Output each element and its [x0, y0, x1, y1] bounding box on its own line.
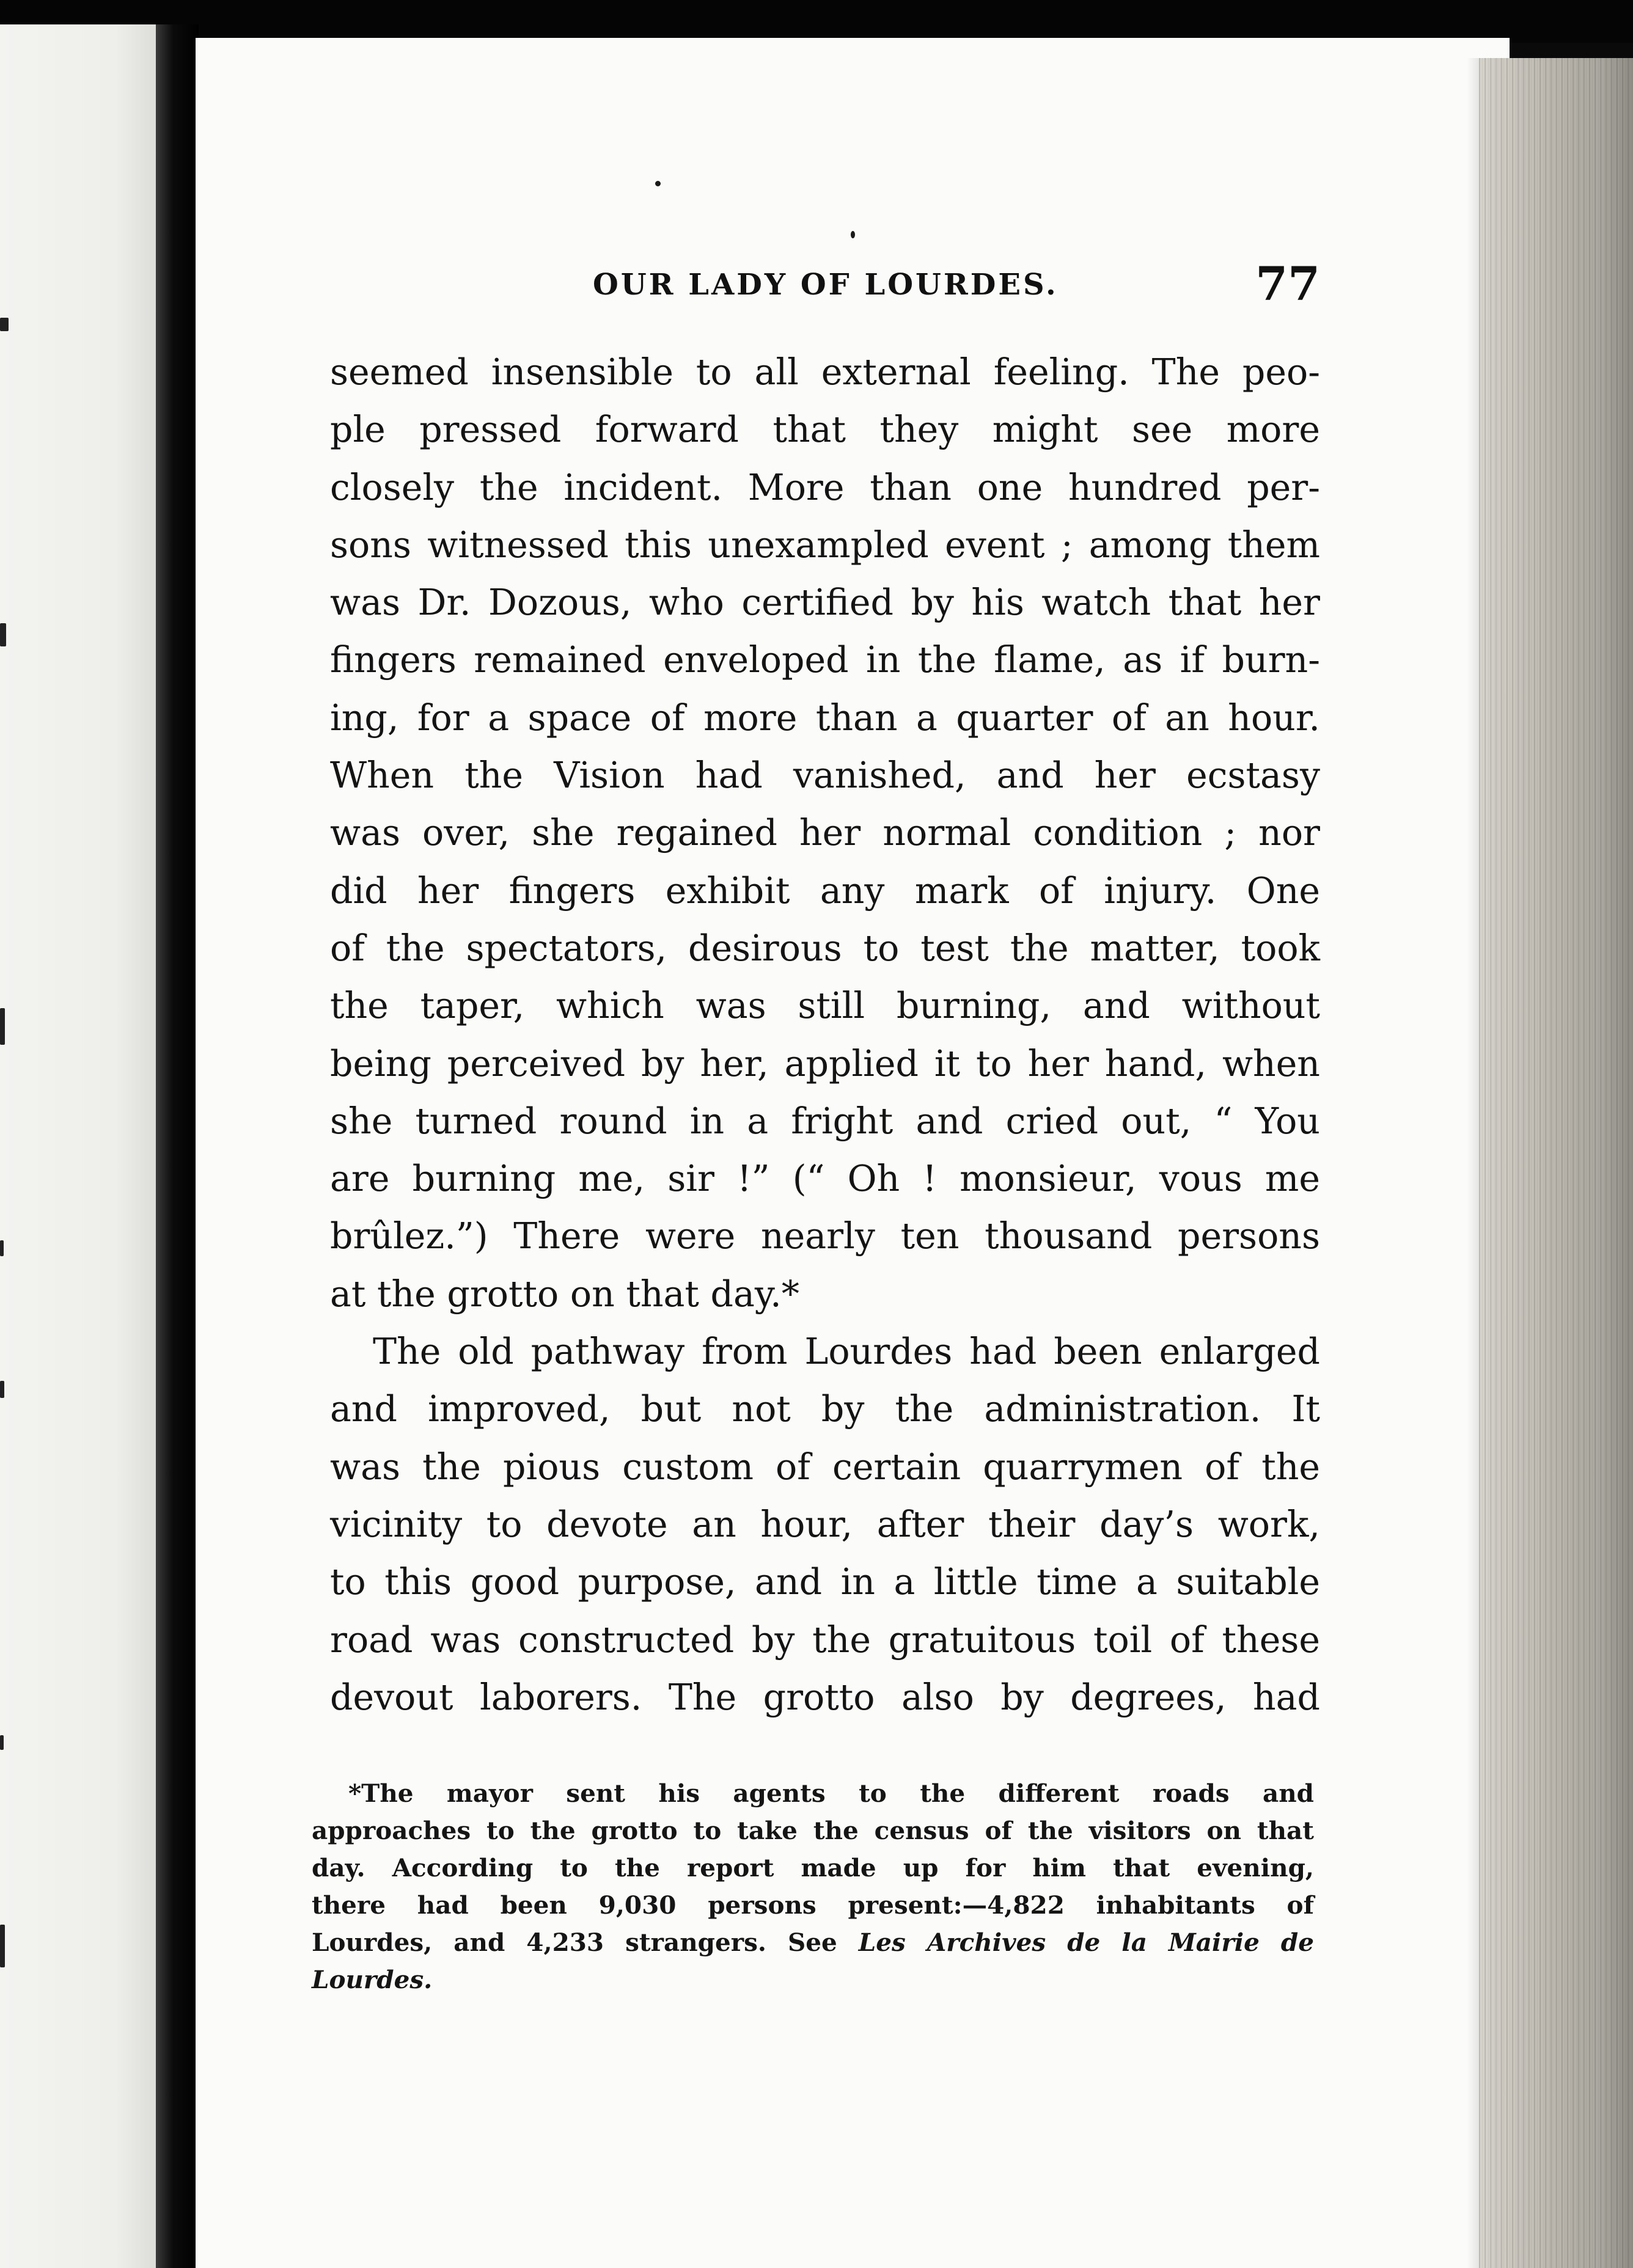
text-line: was the pious custom of certain quarrymen of the [330, 1446, 1320, 1488]
facing-page-mark [0, 1925, 5, 1967]
text-line: closely the incident. More than one hundred per- [330, 466, 1320, 508]
paragraph-first-line: The old pathway from Lourdes had been enlarged [373, 1331, 1320, 1373]
scan-top-border [0, 0, 1633, 43]
facing-page-mark [0, 318, 9, 331]
footnote-citation: Les Archives de la Mairie de [858, 1928, 1314, 1957]
footnote-line: approaches to the grotto to take the census of the visitors on that [312, 1816, 1314, 1845]
text-line: being perceived by her, applied it to her hand, when [330, 1042, 1320, 1085]
text-line: devout laborers. The grotto also by degrees, had [330, 1676, 1320, 1718]
book-gutter [156, 24, 199, 2268]
text-line: did her fingers exhibit any mark of injury. One [330, 869, 1320, 912]
page-number: 77 [1255, 257, 1320, 311]
text-line: ple pressed forward that they might see more [330, 409, 1320, 451]
text-line: to this good purpose, and in a little time a suitable [330, 1561, 1320, 1603]
text-line: road was constructed by the gratuitous toil of these [330, 1619, 1320, 1661]
facing-page-mark [0, 623, 6, 646]
text-line: vicinity to devote an hour, after their day’s work, [330, 1503, 1320, 1545]
facing-page-edge [0, 24, 165, 2268]
text-line: sons witnessed this unexampled event ; among them [330, 524, 1320, 566]
footnote-text: Lourdes, and 4,233 strangers. See [312, 1928, 837, 1957]
footnote-line-with-citation [312, 1924, 1314, 1961]
footnote-line: there had been 9,030 persons present:—4,822 inhabitants of [312, 1890, 1314, 1920]
footnote-line: day. According to the report made up for him that evening, [312, 1853, 1314, 1882]
running-head: OUR LADY OF LOURDES. [593, 268, 1059, 302]
text-line: brûlez.”) There were nearly ten thousand persons [330, 1215, 1320, 1257]
text-line: was over, she regained her normal condition ; nor [330, 812, 1320, 854]
page-edges [1479, 58, 1633, 2268]
text-line: fingers remained enveloped in the flame, as if burn- [330, 639, 1320, 681]
page-header [330, 257, 1320, 324]
ink-speck [655, 181, 661, 186]
text-line: she turned round in a fright and cried out, “ You [330, 1100, 1320, 1142]
facing-page-mark [0, 1240, 4, 1256]
text-line: the taper, which was still burning, and without [330, 985, 1320, 1027]
text-line: ing, for a space of more than a quarter of an hour. [330, 697, 1320, 739]
ink-speck [851, 231, 855, 238]
text-line: When the Vision had vanished, and her ecstasy [330, 755, 1320, 797]
text-line: was Dr. Dozous, who certified by his watch that her [330, 582, 1320, 624]
facing-page-mark [0, 1381, 4, 1398]
facing-page-mark [0, 1008, 5, 1045]
text-line: are burning me, sir !” (“ Oh ! monsieur, vous me [330, 1158, 1320, 1200]
facing-page-mark [0, 1735, 4, 1750]
body-text [330, 343, 1320, 1726]
footnote-citation-end: Lourdes. [312, 1965, 433, 1994]
footnote-line: *The mayor sent his agents to the different roads and [348, 1779, 1314, 1808]
footnote [312, 1775, 1314, 1999]
text-line: at the grotto on that day.* [330, 1273, 799, 1315]
text-line: and improved, but not by the administration. It [330, 1388, 1320, 1430]
text-line: of the spectators, desirous to test the matter, took [330, 927, 1320, 969]
text-line: seemed insensible to all external feeling. The peo- [330, 351, 1320, 393]
